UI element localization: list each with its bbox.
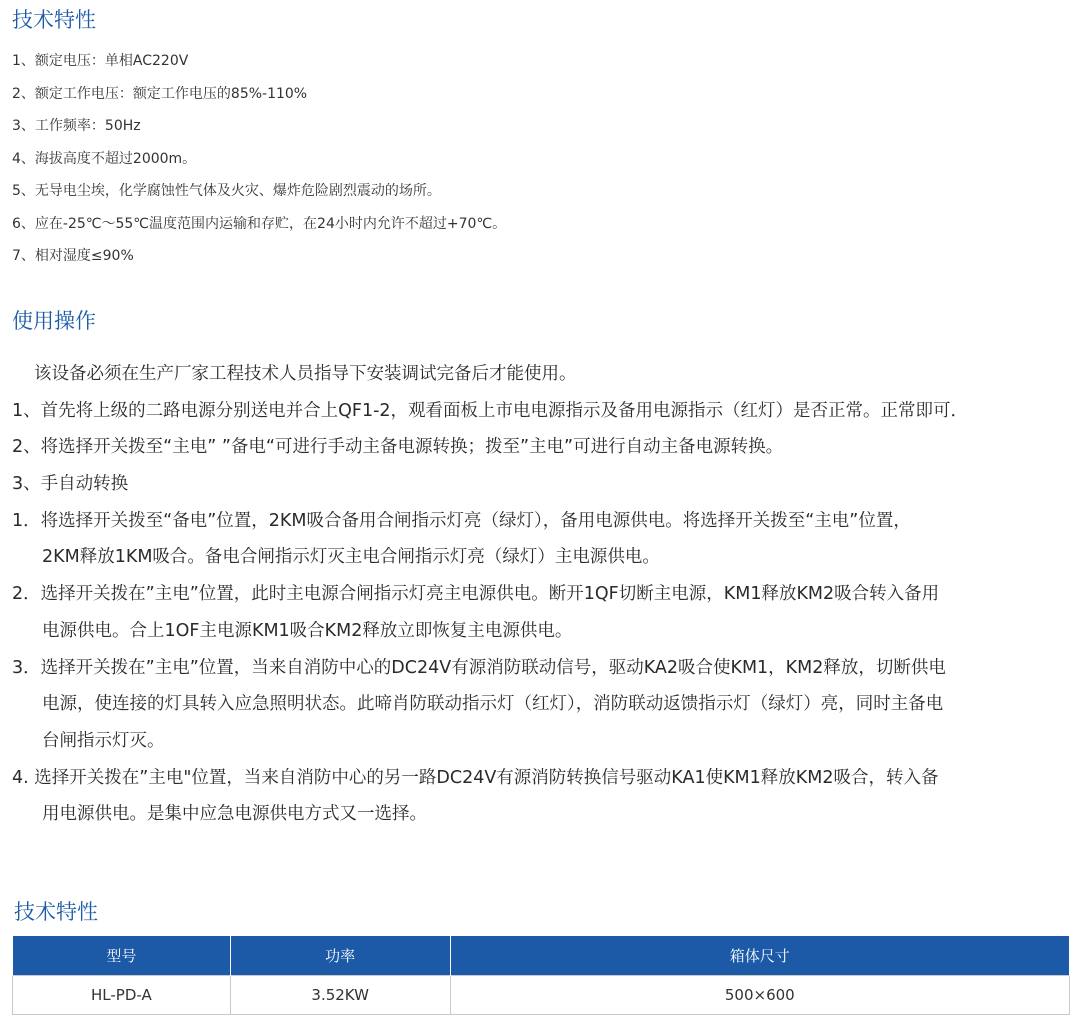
table-header-size: 箱体尺寸 [450, 936, 1069, 976]
spec-item: 6、应在-25℃～55℃温度范围内运输和存贮，在24小时内允许不超过+70℃。 [12, 215, 507, 232]
table-cell-power: 3.52KW [230, 976, 450, 1015]
section-title-operation: 使用操作 [12, 309, 96, 333]
section-title-table: 技术特性 [14, 900, 98, 924]
operation-sub-1-line-2: 2KM释放1KM吸合。备电合闸指示灯灭主电合闸指示灯亮（绿灯）主电源供电。 [42, 547, 660, 568]
operation-sub-4-line-1: 4. 选择开关拨在”主电"位置，当来自消防中心的另一路DC24V有源消防转换信号驱动KA1使KM1释放KM2吸合，转入备 [12, 767, 939, 788]
section-title-specs: 技术特性 [12, 8, 96, 32]
operation-sub-1-line-1: 1．将选择开关拨至“备电”位置，2KM吸合备用合闸指示灯亮（绿灯），备用电源供电。将选择开关拨至“主电”位置， [12, 510, 911, 531]
table-cell-model: HL-PD-A [13, 976, 231, 1015]
operation-step-2: 2、将选择开关拨至“主电” ”备电“可进行手动主备电源转换；拨至”主电”可进行自动主备电源转换。 [12, 437, 784, 458]
spec-item: 3、工作频率：50Hz [12, 118, 141, 134]
table-header-row [13, 936, 1070, 976]
table-header-power: 功率 [230, 936, 450, 976]
operation-text [12, 356, 968, 833]
spec-item: 2、额定工作电压：额定工作电压的85%-110% [12, 85, 308, 102]
table-row [13, 976, 1070, 1015]
operation-sub-3-line-3: 台闸指示灯灭。 [42, 730, 165, 751]
operation-intro: 该设备必须在生产厂家工程技术人员指导下安装调试完备后才能使用。 [34, 364, 577, 384]
operation-sub-2-line-1: 2．选择开关拨在”主电”位置，此时主电源合闸指示灯亮主电源供电。断开1QF切断主电源，KM1释放KM2吸合转入备用 [12, 584, 940, 605]
spec-list [12, 50, 506, 278]
table-header-model: 型号 [13, 936, 231, 976]
operation-sub-3-line-1: 3．选择开关拨在”主电”位置，当来自消防中心的DC24V有源消防联动信号，驱动KA2吸合使KM1，KM2释放，切断供电 [12, 657, 946, 678]
spec-table [12, 935, 1070, 1015]
operation-sub-3-line-2: 电源，使连接的灯具转入应急照明状态。此啼肖防联动指示灯（红灯），消防联动返馈指示灯（绿灯）亮，同时主备电 [42, 694, 944, 715]
spec-item: 4、海拔高度不超过2000m。 [12, 150, 197, 167]
table-cell-size: 500×600 [450, 976, 1069, 1015]
operation-sub-4-line-2: 用电源供电。是集中应急电源供电方式又一选择。 [42, 804, 427, 825]
operation-step-1: 1、首先将上级的二路电源分别送电并合上QF1-2，观看面板上市电电源指示及备用电源指示（红灯）是否正常。正常即可． [12, 400, 969, 421]
operation-step-3: 3、手自动转换 [12, 474, 129, 495]
spec-item: 7、相对湿度≤90% [12, 248, 134, 264]
operation-sub-2-line-2: 电源供电。合上1OF主电源KM1吸合KM2释放立即恢复主电源供电。 [42, 620, 573, 641]
spec-item: 1、额定电压：单相AC220V [12, 53, 189, 69]
spec-item: 5、无导电尘埃，化学腐蚀性气体及火灾、爆炸危险剧烈震动的场所。 [12, 183, 441, 199]
